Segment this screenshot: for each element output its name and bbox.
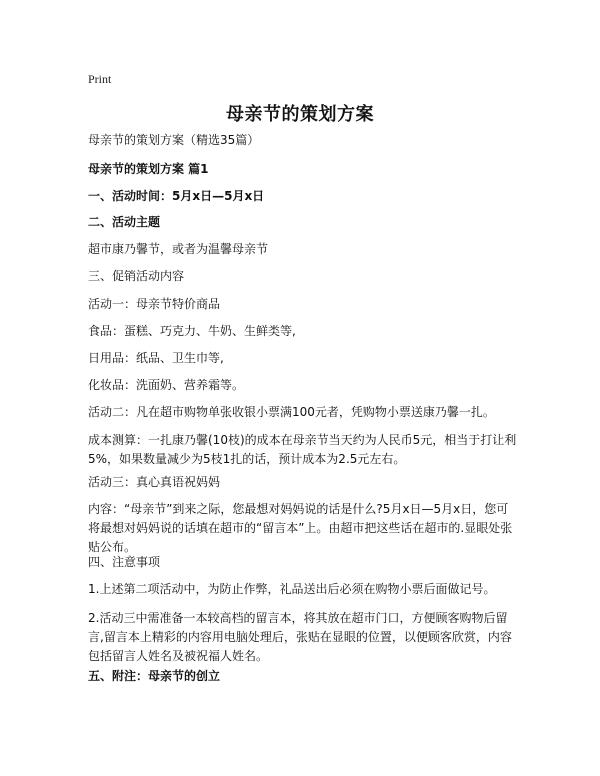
paragraph-content: 内容：“母亲节”到来之际，您最想对妈妈说的话是什么?5月x日—5月x日，您可将最想对妈妈说的话填在超市的“留言本”上。由超市把这些话在超市的.显眼处张贴公布。 <box>88 502 513 554</box>
page-title: 母亲节的策划方案 <box>226 104 374 125</box>
paragraph-activity-two: 活动二：凡在超市购物单张收银小票满100元者，凭购物小票送康乃馨一扎。 <box>88 405 495 419</box>
paragraph-activity-one: 活动一：母亲节特价商品 <box>88 297 221 311</box>
heading-activity-theme: 二、活动主题 <box>88 215 161 229</box>
paragraph-note-two: 2.活动三中需准备一本较高档的留言本，将其放在超市门口，方便顾客购物后留言,留言本上精彩的内容用电脑处理后，张贴在显眼的位置，以便顾客欣赏，内容包括留言人姓名及被祝福人姓名。 <box>88 611 512 663</box>
heading-activity-time: 一、活动时间：5月x日—5月x日 <box>88 189 265 203</box>
heading-notes: 四、注意事项 <box>88 555 161 569</box>
paragraph-activity-three: 活动三：真心真语祝妈妈 <box>88 475 221 489</box>
paragraph-cosmetics: 化妆品：洗面奶、营养霜等。 <box>88 378 245 392</box>
paragraph-note-one: 1.上述第二项活动中，为防止作弊，礼品送出后必须在购物小票后面做记号。 <box>88 582 496 596</box>
paragraph-theme: 超市康乃馨节，或者为温馨母亲节 <box>88 242 269 256</box>
print-label: Print <box>88 72 112 86</box>
paragraph-daily: 日用品：纸品、卫生巾等, <box>88 351 224 365</box>
paragraph-food: 食品：蛋糕、巧克力、牛奶、生鲜类等, <box>88 324 296 338</box>
doc-subtitle: 母亲节的策划方案（精选35篇） <box>88 133 260 147</box>
section-title: 母亲节的策划方案 篇1 <box>88 162 209 176</box>
heading-promotion: 三、促销活动内容 <box>88 269 185 283</box>
paragraph-cost: 成本测算：一扎康乃馨(10枝)的成本在母亲节当天约为人民币5元，相当于打让利5%，如果数量减少为5枝1扎的话，预计成本为2.5元左右。 <box>88 433 517 466</box>
heading-appendix: 五、附注：母亲节的创立 <box>88 669 221 683</box>
